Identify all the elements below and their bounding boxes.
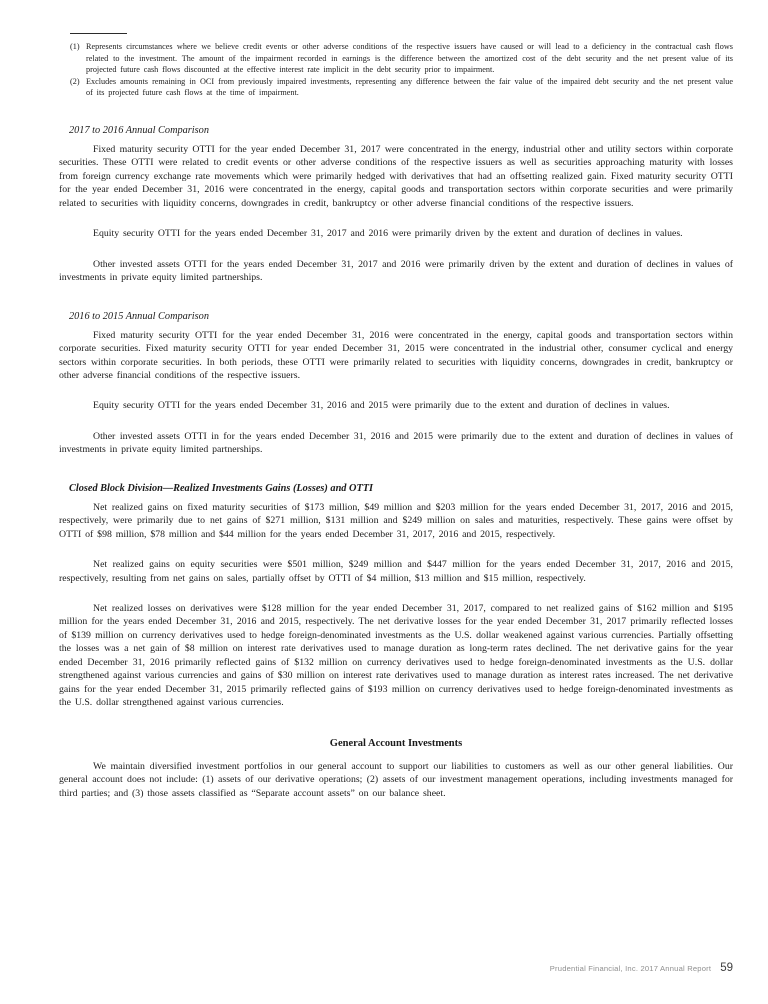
paragraph: Fixed maturity security OTTI for the year ended December 31, 2017 were concentrated in the energy, industrial other and utility sectors within corporate securities. These OTTI were related to credit events or other adverse conditions of the respective issuers as well as securities approaching maturity with losses from foreign currency exchange rate movements which were primarily hedged with derivatives that had an offsetting realized gain. Fixed maturity security OTTI for the year ended December 31, 2016 were concentrated in the energy, capital goods and transportation sectors within corporate securities and were primarily related to securities with liquidity concerns, downgrades in credit, bankruptcy or other adverse financial conditions of the respective issuers. (59, 143, 733, 209)
paragraph: Equity security OTTI for the years ended December 31, 2016 and 2015 were primarily due to the extent and duration of declines in values. (93, 400, 670, 412)
page-content (59, 0, 733, 817)
paragraph: Net realized gains on equity securities were $501 million, $249 million and $447 million for the years ended December 31, 2017, 2016 and 2015, respectively, resulting from net gains on sales, partially offset by OTTI of $4 million, $13 million and $15 million, respectively. (59, 559, 733, 584)
footnote-marker: (2) (70, 76, 80, 86)
paragraph: Equity security OTTI for the years ended December 31, 2017 and 2016 were primarily driven by the extent and duration of declines in values. (93, 228, 683, 240)
page-number: 59 (720, 962, 733, 974)
section-heading-closed-block-division: Closed Block Division—Realized Investments Gains (Losses) and OTTI (69, 482, 374, 494)
footnote-list (59, 41, 733, 99)
section-heading-2017-to-2016: 2017 to 2016 Annual Comparison (69, 124, 209, 136)
paragraph: Other invested assets OTTI for the years ended December 31, 2017 and 2016 were primarily driven by the extent and duration of declines in values of investments in private equity limited partnerships. (59, 258, 733, 284)
footnote-text: Represents circumstances where we believe credit events or other adverse conditions of the respective issuers have caused or will lead to a deficiency in the contractual cash flows related to the investment. The amount of the impairment recorded in earnings is the difference between the amortized cost of the debt security and the net present value of its projected future cash flows discounted at the effective interest rate implicit in the debt security prior to impairment. (86, 42, 733, 75)
footnote-marker: (1) (70, 42, 80, 51)
paragraph: We maintain diversified investment portfolios in our general account to support our liabilities to customers as well as our other general liabilities. Our general account does not include: (1) assets of our derivative operations; (2) assets of our investment management operations, including investments managed for third parties; and (3) those assets classified as “Separate account assets” on our balance sheet. (59, 760, 733, 799)
page-footer (550, 962, 733, 974)
footnote-item (59, 76, 733, 99)
paragraph: Net realized gains on fixed maturity securities of $173 million, $49 million and $203 million for the years ended December 31, 2017, 2016 and 2015, respectively, were primarily due to net gains of $271 million, $131 million and $249 million on sales and maturities, respectively. These gains were offset by OTTI of $98 million, $78 million and $44 million for the years ended December 31, 2017, 2016 and 2015, respectively. (59, 501, 733, 540)
paragraph: Net realized losses on derivatives were $128 million for the year ended December 31, 2017, compared to net realized gains of $162 million and $195 million for the years ended December 31, 2016 and 2015, respectively. The net derivative losses for the year ended December 31, 2017 primarily reflected losses of $139 million on currency derivatives used to hedge foreign-denominated investments as the U.S. dollar weakened against various currencies. Partially offsetting the losses was a net gain of $8 million on interest rate derivatives used to manage duration as long-term rates declined. The net derivative gains for the year ended December 31, 2016 primarily reflected gains of $132 million on currency derivatives used to hedge foreign-denominated investments as the U.S. dollar strengthened against various currencies and gains of $30 million on interest rate derivatives used to manage duration as interest rates increased. The net derivative gains for the year ended December 31, 2015 primarily reflected gains of $193 million on currency derivatives used to hedge foreign-denominated investments as the U.S. dollar strengthened against various currencies. (59, 603, 733, 709)
footnote-divider (70, 33, 127, 34)
footnote-text: Excludes amounts remaining in OCI from previously impaired investments, representing any difference between the fair value of the impaired debt security and the net present value of its projected future cash flows at the time of impairment. (86, 76, 733, 98)
report-title: Prudential Financial, Inc. 2017 Annual Report (549, 964, 712, 973)
section-heading-2016-to-2015: 2016 to 2015 Annual Comparison (69, 310, 209, 322)
footnote-item (59, 41, 733, 76)
paragraph: Fixed maturity security OTTI for the year ended December 31, 2016 were concentrated in the energy, capital goods and transportation sectors within corporate securities. Fixed maturity security OTTI for year ended December 31, 2015 were concentrated in the industrial other, consumer cyclical and energy sectors within corporate securities. In both periods, these OTTI were primarily related to securities with liquidity concerns, downgrades in credit, bankruptcy or other adverse financial conditions of the respective issuers. (59, 329, 733, 381)
section-heading-general-account-investments: General Account Investments (329, 737, 463, 749)
paragraph: Other invested assets OTTI in for the years ended December 31, 2016 and 2015 were primarily due to the extent and duration of declines in values of investments in private equity limited partnerships. (59, 430, 733, 456)
